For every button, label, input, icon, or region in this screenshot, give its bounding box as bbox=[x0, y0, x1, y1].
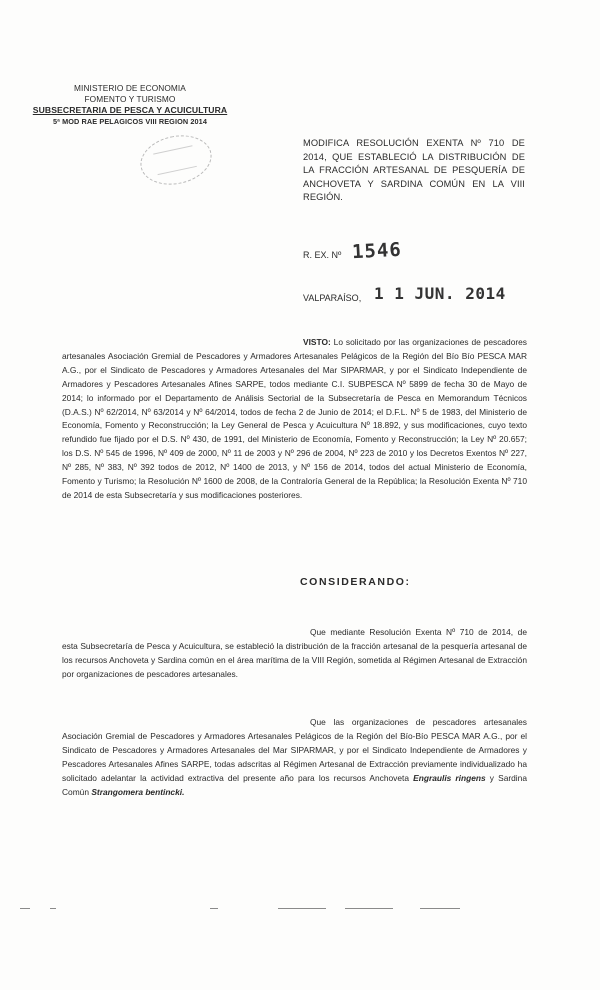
issue-date-stamp: 1 1 JUN. 2014 bbox=[374, 284, 506, 303]
undersecretariat-name: SUBSECRETARIA DE PESCA Y ACUICULTURA bbox=[32, 105, 228, 115]
ministry-name: MINISTERIO DE ECONOMIA bbox=[74, 83, 186, 93]
scan-margin-mark bbox=[20, 908, 30, 909]
scan-margin-mark bbox=[278, 908, 326, 909]
resolution-number-label: R. EX. Nº bbox=[303, 250, 342, 260]
document-reference-code: 5ª MOD RAE PELAGICOS VIII REGION 2014 bbox=[53, 117, 207, 126]
resolution-title: MODIFICA RESOLUCIÓN EXENTA Nº 710 DE 2014, QUE ESTABLECIÓ LA DISTRIBUCIÓN DE LA FRACCIÓN ARTESANAL DE PESQUERÍA DE ANCHOVETA Y SARDINA COMÚN EN LA VIII REGIÓN. bbox=[303, 138, 525, 203]
paragraph-2-text: Que las organizaciones de pescadores artesanales Asociación Gremial de Pescadores y Armadores Artesanales Pelágicos de la Región del Bío-Bío PESCA MAR A.G., por el Sindicato de Pescadores y Armadores Artesanales del Mar SIPARMAR, y por el Sindicato Independiente de Armadores y Pescadores Artesanales Afines SARPE, todas adscritas al Régimen Artesanal de Extracción previamente individualizado ha solicitado adelantar la actividad extractiva del presente año para los recursos Anchoveta bbox=[62, 717, 527, 783]
place-label: VALPARAÍSO, bbox=[303, 293, 362, 303]
considerando-paragraph-1: Que mediante Resolución Exenta Nº 710 de 2014, de esta Subsecretaría de Pesca y Acuicultura, se estableció la distribución de la fracción artesanal de la pesquería artesanal de los recursos Anchoveta y Sardina común en el área marítima de la VIII Región, sometida al Régimen Artesanal de Extracción por organizaciones de pescadores artesanales. bbox=[62, 627, 527, 679]
visto-text: Lo solicitado por las organizaciones de pescadores artesanales Asociación Gremial de Pescadores y Armadores Artesanales Pelágicos de la Región del Bío Bío PESCA MAR A.G., por el Sindicato de Pescadores y Armadores Artesanales del Mar SIPARMAR, y por el Sindicato Independiente de Armadores y Pescadores Artesanales Afines SARPE, todos mediante C.I. SUBPESCA Nº 5899 de fecha 30 de Mayo de 2014; lo informado por el Departamento de Análisis Sectorial de la Subsecretaría de Pesca en Memorandum Técnicos (D.A.S.) Nº 62/2014, Nº 63/2014 y Nº 64/2014, todos de fecha 2 de Junio de 2014; el D.F.L. Nº 5 de 1983, del Ministerio de Economía, Fomento y Reconstrucción; la Ley General de Pesca y Acuicultura Nº 18.892, y sus modificaciones, cuyo texto refundido fue fijado por el D.S. Nº 430, de 1991, del Ministerio de Economía, Fomento y Reconstrucción; la Ley Nº 20.657; los D.S. Nº 545 de 1996, Nº 409 de 2000, Nº 11 de 2003 y Nº 296 de 2004, Nº 223 de 2010 y los Decretos Exentos Nº 227, Nº 285, Nº 383, Nº 392 todos de 2012, Nº 1400 de 2013, y Nº 156 de 2014, todos del actual Ministerio de Economía, Fomento y Turismo; la Resolución Nº 1600 de 2008, de la Contraloría General de la República; la Resolución Exenta Nº 710 de 2014 de esta Subsecretaría y sus modificaciones posteriores. bbox=[62, 337, 527, 500]
species-name-anchoveta: Engraulis ringens bbox=[413, 772, 486, 783]
issuer-header bbox=[30, 83, 230, 127]
resolution-number: 1546 bbox=[351, 238, 403, 264]
stamp-inner-band bbox=[153, 145, 197, 175]
species-name-sardina: Strangomera bentincki. bbox=[91, 786, 185, 797]
scan-margin-mark bbox=[420, 908, 460, 909]
paragraph-2-connector: y Sardina Común bbox=[62, 772, 527, 797]
considerando-paragraph-2 bbox=[62, 716, 527, 799]
visto-label: VISTO: bbox=[303, 337, 331, 347]
scan-margin-mark bbox=[50, 908, 56, 909]
scan-margin-mark bbox=[345, 908, 393, 909]
considerando-heading: CONSIDERANDO: bbox=[300, 576, 411, 588]
ministry-subtitle: FOMENTO Y TURISMO bbox=[84, 94, 176, 104]
scan-margin-mark bbox=[210, 908, 218, 909]
office-stamp bbox=[136, 129, 216, 191]
visto-paragraph bbox=[62, 336, 527, 503]
